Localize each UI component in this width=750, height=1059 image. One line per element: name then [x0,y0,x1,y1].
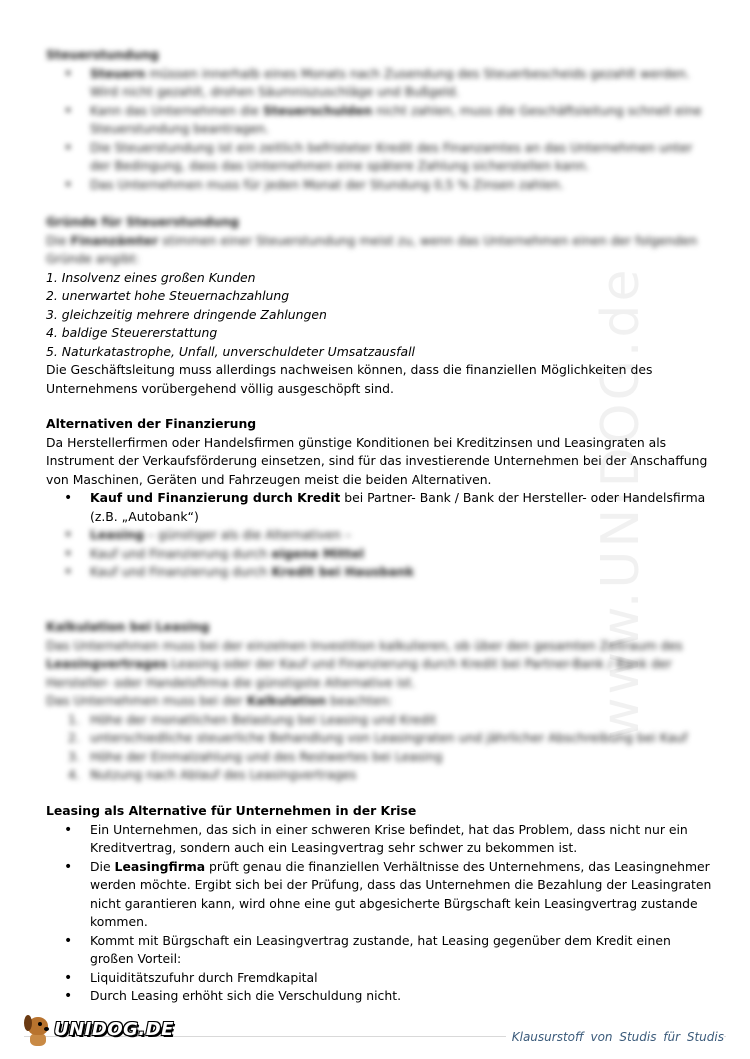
reason-item: 3. gleichzeitig mehrere dringende Zahlungen [46,306,327,322]
list-item: • Kauf und Finanzierung durch Kredit bei Hausbank [90,563,716,582]
section-title: Kalkulation bei Leasing [46,619,210,634]
bullet-list [46,821,716,1006]
watermark-text: www.UNIDOG.de [591,266,651,740]
section-alternativen [46,415,716,582]
blurred-intro [46,213,716,269]
section-gruende [46,213,716,398]
reason-item: 5. Naturkatastrophe, Unfall, unverschuldeter Umsatzausfall [46,343,415,359]
unidog-logo[interactable] [24,1010,194,1050]
bullet-list [46,489,716,526]
reason-item: 1. Insolvenz eines großen Kunden [46,269,256,285]
list-item: • Kauf und Finanzierung durch eigene Mittel [90,545,716,564]
section-leasing-krise [46,802,716,1006]
section-title: Steuerstundung [46,47,159,62]
paragraph: Das Unternehmen muss bei der Kalkulation beachten: [46,693,393,708]
logo-text: UNIDOG.DE [54,1018,174,1040]
paragraph: Die Finanzämter stimmen einer Steuerstundung meist zu, wenn das Unternehmen einen der folgenden Gründe angibt: [46,232,698,266]
section-title: Gründe für Steuerstundung [46,214,240,229]
list-item: • Die Leasingfirma prüft genau die finanziellen Verhältnisse des Unternehmens, das Leasingnehmer werden möchte. Ergibt sich bei der Prüfung, dass das Unternehmen die Bezahlung der Leasingraten nicht garantieren kann, wird ohne eine gut abgesicherte Bürgschaft kein Leasingvertrag zustande kommen. [90,858,716,932]
numbered-list [46,711,716,785]
list-item: • Kauf und Finanzierung durch Kredit bei Partner- Bank / Bank der Hersteller- oder Handelsfirma (z.B. „Autobank“) [90,489,716,526]
footer-tagline: Klausurstoff von Studis für Studis [506,1028,724,1047]
list-item: • Liquiditätszufuhr durch Fremdkapital [90,969,716,988]
blurred-bullet-list [46,526,716,582]
list-item: 1. Höhe der monatlichen Belastung bei Leasing und Kredit [68,711,437,727]
list-item: • Kommt mit Bürgschaft ein Leasingvertrag zustande, hat Leasing gegenüber dem Kredit einen großen Vorteil: [90,932,716,969]
list-item: 2. unterschiedliche steuerliche Behandlung von Leasingraten und jährlicher Abschreibung bei Kauf [68,730,688,745]
section-title: Leasing als Alternative für Unternehmen in der Krise [46,803,417,818]
list-item: • Leasing – günstiger als die Alternativen – [90,526,716,545]
section-title: Alternativen der Finanzierung [46,416,257,431]
list-item: 4. Nutzung nach Ablauf des Leasingvertrages [68,767,357,782]
section-steuerstundung [46,46,716,194]
bullet-list [46,65,716,195]
list-item: • Durch Leasing erhöht sich die Verschuldung nicht. [90,987,716,1006]
list-item: • Steuern müssen innerhalb eines Monats nach Zusendung des Steuerbescheids gezahlt werden. Wird nicht gezahlt, drohen Säumniszuschläge und Bußgeld. [90,65,716,102]
dog-mascot-icon [24,1013,50,1047]
list-item: • Das Unternehmen muss für jeden Monat der Stundung 0,5 % Zinsen zahlen. [90,176,716,195]
paragraph: Da Herstellerfirmen oder Handelsfirmen günstige Konditionen bei Kreditzinsen und Leasingraten als Instrument der Verkaufsförderung einsetzen, sind für das investierende Unternehmen bei der Anschaffung von Maschinen, Geräten und Fahrzeugen meist die beiden Alternativen. [46,434,708,487]
list-item: 3. Höhe der Einmalzahlung und des Restwertes bei Leasing [68,748,443,764]
section-kalkulation [46,618,716,785]
reason-item: 2. unerwartet hohe Steuernachzahlung [46,288,290,303]
paragraph: Die Geschäftsleitung muss allerdings nachweisen können, dass die finanziellen Möglichkeiten des Unternehmens vorübergehend völlig ausgeschöpft sind. [46,362,653,396]
list-item: • Kann das Unternehmen die Steuerschulden nicht zahlen, muss die Geschäftsleitung schnell eine Steuerstundung beantragen. [90,102,716,139]
paragraph: Das Unternehmen muss bei der einzelnen Investition kalkulieren, ob über den gesamten Zeitraum des Leasingvertrages Leasing oder der Kauf und Finanzierung durch Kredit bei Partner-Bank / Bank der Hersteller- oder Handelsfirma die günstigste Alternative ist. [46,637,683,690]
reason-item: 4. baldige Steuererstattung [46,325,218,340]
list-item: • Die Steuerstundung ist ein zeitlich befristeter Kredit des Finanzamtes an das Unternehmen unter der Bedingung, dass das Unternehmen eine spätere Zahlung sicherstellen kann. [90,139,716,176]
list-item: • Ein Unternehmen, das sich in einer schweren Krise befindet, hat das Problem, dass nicht nur ein Kreditvertrag, sondern auch ein Leasingvertrag sehr schwer zu bekommen ist. [90,821,716,858]
